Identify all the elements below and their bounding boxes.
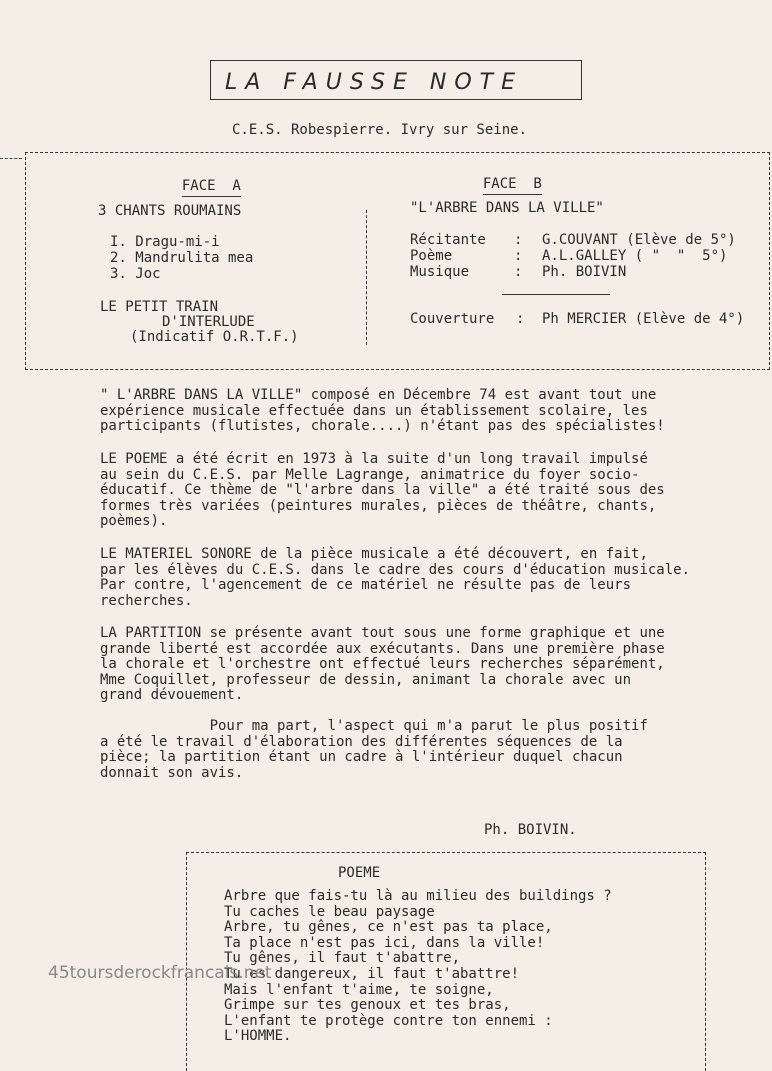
cover-sep: : [516,311,525,327]
paragraph-intro: " L'ARBRE DANS LA VILLE" composé en Décembre 74 est avant tout une expérience musicale effectuée dans un établissement scolaire, les participants (flutistes, chorale....) n'étant pas des spécialistes! [100,387,665,434]
interlude-title: LE PETIT TRAIN [100,299,219,315]
poem-title: POEME [338,865,381,881]
poem-line: L'enfant te protège contre ton ennemi : [224,1012,553,1029]
watermark-text: 45toursderockfrancais.net [48,963,272,983]
poem-text [224,889,612,1045]
signature: Ph. BOIVIN. [484,822,577,838]
song-item: I. Dragu-mi-i [110,234,220,250]
credit-name: G.COUVANT (Elève de 5°) [542,232,736,248]
cover-role: Couverture [410,311,495,327]
interlude-note: (Indicatif O.R.T.F.) [130,329,299,345]
song-item: 2. Mandrulita mea [110,250,254,266]
face-a-heading: 3 CHANTS ROUMAINS [98,203,242,219]
paragraph-poem: LE POEME a été écrit en 1973 à la suite d'un long travail impulsé au sein du C.E.S. par Melle Lagrange, animatrice du foyer socio- éducatif. Ce thème de "l'arbre dans la ville" a été traité sous des formes très variées (peintures murales, pièces de théâtre, chants, poèmes). [100,451,665,529]
poem-line: Ta place n'est pas ici, dans la ville! [224,934,545,951]
face-b-heading: "L'ARBRE DANS LA VILLE" [410,200,604,216]
face-b-label: FACE B [466,160,542,192]
poem-line: Tu caches le beau paysage [224,903,435,920]
credit-role: Récitante [410,232,486,248]
song-item: 3. Joc [110,266,161,282]
poem-line: Tu es dangereux, il faut t'abattre! [224,965,520,982]
cover-name: Ph MERCIER (Elève de 4°) [542,311,745,327]
poem-line: Grimpe sur tes genoux et tes bras, [224,997,511,1014]
credit-sep: : [514,264,523,280]
credit-name: A.L.GALLEY ( " " 5°) [542,248,728,264]
poem-line: Tu gênes, il faut t'abattre, [224,950,461,967]
paragraph-score: LA PARTITION se présente avant tout sous une forme graphique et une grande liberté est accordée aux exécutants. Dans une première phase la chorale et l'orchestre ont effectué leurs recherches séparément, Mme Coquillet, professeur de dessin, animant la chorale avec un grand dévouement. [100,625,665,703]
school-subtitle: C.E.S. Robespierre. Ivry sur Seine. [232,122,528,138]
margin-dash [0,158,22,159]
paragraph-conclusion: Pour ma part, l'aspect qui m'a parut le plus positif a été le travail d'élaboration des différentes séquences de la pièce; la partition étant un cadre à l'intérieur duquel chacun donnait son avis. [100,718,648,781]
credit-role: Poème [410,248,453,264]
paragraph-material: LE MATERIEL SONORE de la pièce musicale a été découvert, en fait, par les élèves du C.E.S. dans le cadre des cours d'éducation musicale. Par contre, l'agencement de ce matériel ne résulte pas de leurs recherches. [100,546,691,609]
interlude-title: D'INTERLUDE [162,314,255,330]
credit-sep: : [514,232,523,248]
credit-sep: : [514,248,523,264]
poem-line: Arbre, tu gênes, ce n'est pas ta place, [224,919,553,936]
separator-line [502,294,610,295]
column-divider [366,210,367,345]
credit-role: Musique [410,264,470,280]
credit-name: Ph. BOIVIN [542,264,627,280]
face-a-label: FACE A [165,162,241,194]
poem-line: Mais l'enfant t'aime, te soigne, [224,981,494,998]
poem-line: Arbre que fais-tu là au milieu des buildings ? [224,888,612,904]
page-title: LA FAUSSE NOTE [225,70,523,95]
poem-line: L'HOMME. [224,1028,292,1045]
